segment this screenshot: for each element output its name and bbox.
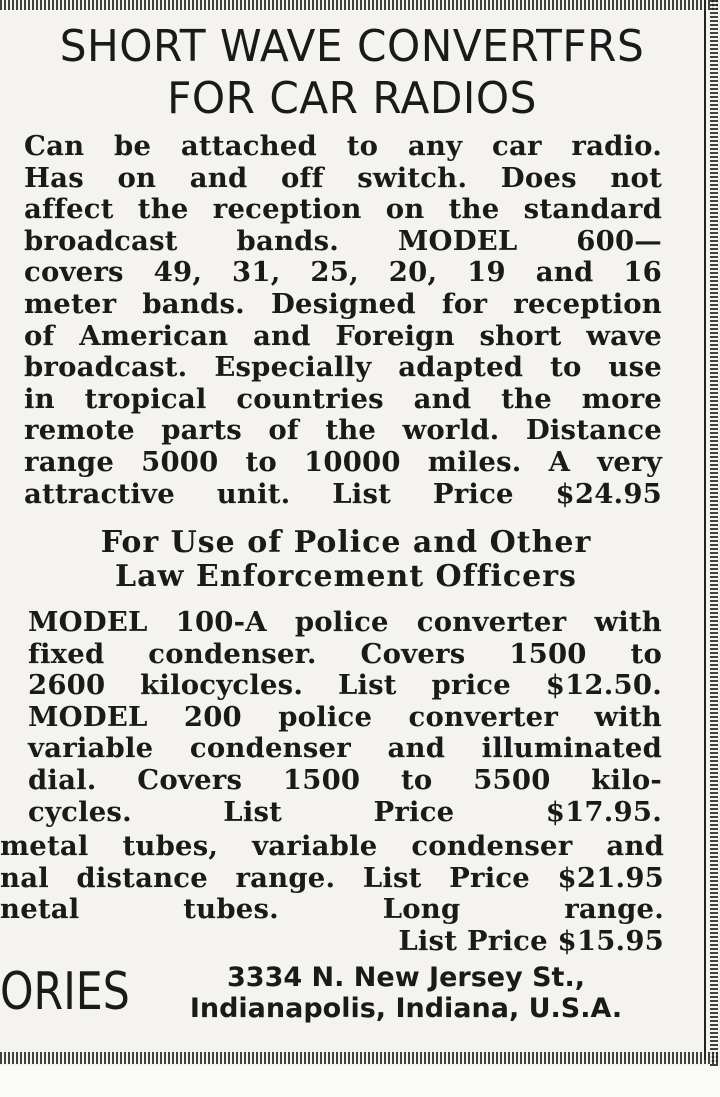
- ad-title-line-1: SHORT WAVE CONVERTFRS: [59, 21, 645, 72]
- police-subheading-line-1: For Use of Police and Other: [100, 525, 592, 560]
- text-line: netal tubes. Long range.: [0, 893, 664, 926]
- text-line: attractive unit. List Price $24.95: [24, 477, 662, 510]
- text-line: meter bands. Designed for reception: [24, 287, 662, 320]
- text-line: of American and Foreign short wave: [24, 319, 662, 352]
- police-models-description: [28, 607, 662, 828]
- right-border-rule: [710, 0, 718, 1097]
- text-line: metal tubes, variable condenser and: [0, 830, 664, 862]
- address-city: Indianapolis, Indiana, U.S.A.: [189, 993, 623, 1024]
- text-line: cycles. List Price $17.95.: [28, 795, 662, 828]
- top-border-rule: [0, 0, 720, 10]
- text-line: broadcast bands. MODEL 600—: [24, 224, 662, 257]
- text-line: variable condenser and illuminated: [28, 732, 662, 765]
- bottom-border-rule: [0, 1052, 720, 1064]
- model-600-description: [24, 131, 662, 510]
- address-street: 3334 N. New Jersey St.,: [227, 962, 585, 993]
- ad-title-line-2: FOR CAR RADIOS: [167, 73, 537, 124]
- text-line: fixed condenser. Covers 1500 to: [28, 637, 662, 670]
- text-line: remote parts of the world. Distance: [24, 414, 662, 447]
- bottom-margin: [0, 1066, 720, 1097]
- text-line: Has on and off switch. Does not: [24, 161, 662, 194]
- text-line: broadcast. Especially adapted to use: [24, 351, 662, 384]
- company-name-fragment: ORIES: [0, 962, 130, 1022]
- right-column-line: [704, 0, 706, 1060]
- metal-tube-models-description: [0, 831, 664, 957]
- price-line: List Price $15.95: [398, 924, 664, 957]
- text-line: range 5000 to 10000 miles. A very: [24, 445, 662, 478]
- text-line: covers 49, 31, 25, 20, 19 and 16: [24, 256, 662, 289]
- text-line: MODEL 200 police converter with: [28, 700, 662, 733]
- police-subheading-line-2: Law Enforcement Officers: [115, 559, 577, 594]
- text-line: dial. Covers 1500 to 5500 kilo-: [28, 763, 662, 796]
- text-line: nal distance range. List Price $21.95: [0, 861, 664, 894]
- text-line: Can be attached to any car radio.: [24, 130, 662, 162]
- text-line: 2600 kilocycles. List price $12.50.: [28, 669, 662, 702]
- text-line: in tropical countries and the more: [24, 382, 662, 415]
- text-line: affect the reception on the standard: [24, 193, 662, 226]
- company-address: [146, 962, 666, 1024]
- text-line: MODEL 100-A police converter with: [28, 606, 662, 638]
